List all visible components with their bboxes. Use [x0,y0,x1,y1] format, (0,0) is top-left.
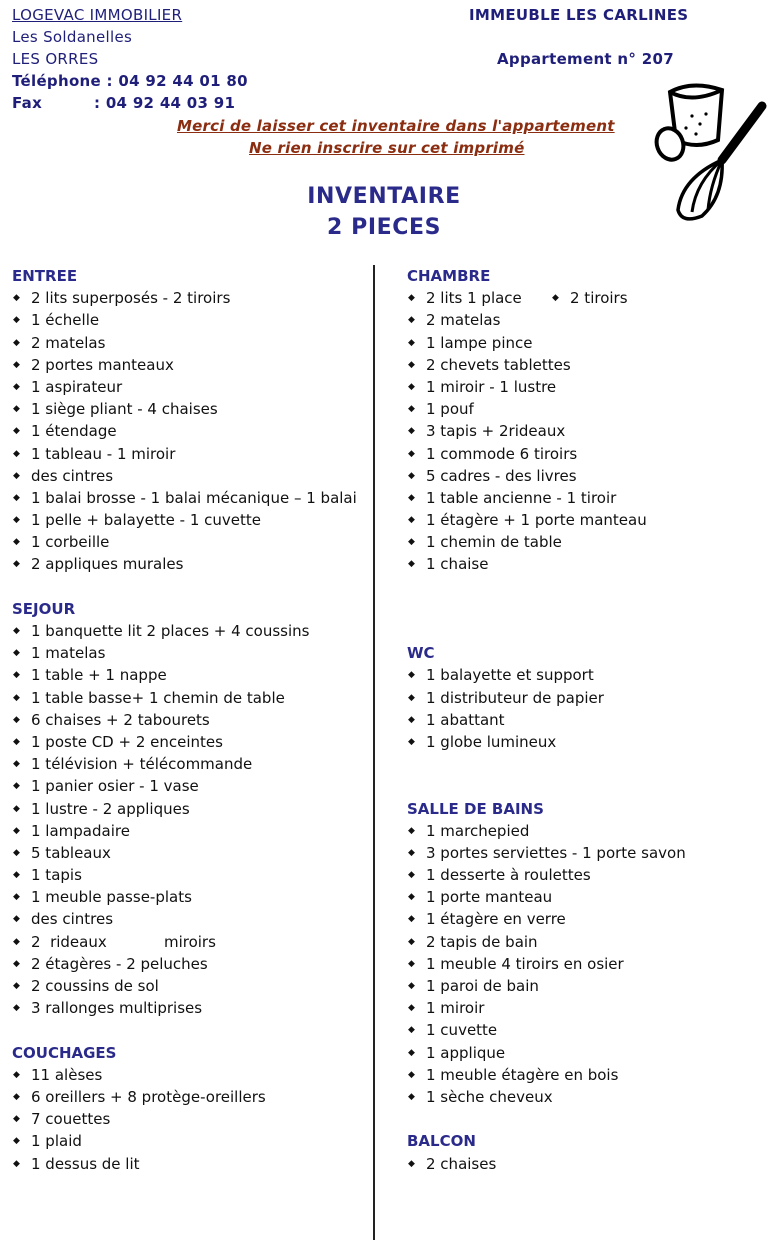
section-title-entree: ENTREE [12,267,78,285]
list-item: ◆ 6 chaises + 2 tabourets [12,709,367,731]
list-item: ◆ 2 matelas [407,309,762,331]
list-item: ◆ des cintres [12,908,367,930]
list-item: ◆ 2 portes manteaux [12,354,367,376]
list-item: ◆ des cintres [12,465,367,487]
entree-list [12,287,367,575]
list-item: ◆ 1 chemin de table [407,531,762,553]
list-item: ◆ 1 télévision + télécommande [12,753,367,775]
section-title-salle-de-bains: SALLE DE BAINS [407,799,544,818]
list-item: ◆ 1 dessus de lit [12,1153,367,1175]
list-item: ◆ 1 miroir [407,997,762,1019]
list-item: ◆ 1 table ancienne - 1 tiroir [407,487,762,509]
list-item: ◆ 1 siège pliant - 4 chaises [12,398,367,420]
list-item: ◆ 1 meuble étagère en bois [407,1064,762,1086]
list-item: ◆ 3 rallonges multiprises [12,997,367,1019]
list-item: ◆ 2 tapis de bain [407,931,762,953]
couchages-list [12,1064,367,1175]
whisk-and-bowl-icon [652,78,768,226]
list-item: ◆ 1 applique [407,1042,762,1064]
phone-number: Téléphone : 04 92 44 01 80 [12,72,248,90]
salle-de-bains-list [407,820,762,1108]
list-item: ◆ 1 marchepied [407,820,762,842]
section-title-chambre: CHAMBRE [407,267,491,285]
balcon-list [407,1153,762,1175]
notice-do-not-write: Ne rien inscrire sur cet imprimé [249,139,525,157]
list-item: ◆ 1 panier osier - 1 vase [12,775,367,797]
list-item: ◆ 1 balayette et support [407,664,762,686]
list-item [407,287,762,309]
sejour-list [12,620,367,1019]
fax-number: : 04 92 44 03 91 [94,94,236,112]
section-title-wc: WC [407,644,435,663]
residence-name: Les Soldanelles [12,28,133,46]
list-item: ◆ 1 matelas [12,642,367,664]
list-item: ◆ 1 étagère en verre [407,908,762,930]
list-item: ◆ 2 lits superposés - 2 tiroirs [12,287,367,309]
list-item: ◆ 1 balai brosse - 1 balai mécanique – 1 balai [12,487,367,509]
list-item: ◆ 1 cuvette [407,1019,762,1041]
fax-line [12,94,235,112]
list-item: ◆ 3 portes serviettes - 1 porte savon [407,842,762,864]
list-item-part: ◆ 2 tiroirs [551,287,628,309]
right-column [407,265,762,1175]
list-item: ◆ 1 banquette lit 2 places + 4 coussins [12,620,367,642]
list-item-part: 2 lits 1 place [426,289,522,308]
list-item: ◆ 2 appliques murales [12,553,367,575]
list-item: ◆ 1 commode 6 tiroirs [407,443,762,465]
notice-leave-inventory: Merci de laisser cet inventaire dans l'appartement [177,117,615,135]
list-item: ◆ 1 corbeille [12,531,367,553]
list-item: ◆ 6 oreillers + 8 protège-oreillers [12,1086,367,1108]
list-item: ◆ 1 table basse+ 1 chemin de table [12,687,367,709]
list-item: ◆ 1 abattant [407,709,762,731]
list-item: ◆ 1 lampadaire [12,820,367,842]
list-item: ◆ 2 chaises [407,1153,762,1175]
list-item: ◆ 1 poste CD + 2 enceintes [12,731,367,753]
wc-list [407,664,762,753]
section-title-sejour: SEJOUR [12,599,76,618]
section-title-couchages: COUCHAGES [12,1043,117,1062]
list-item: ◆ 1 lustre - 2 appliques [12,798,367,820]
list-item: ◆ 1 chaise [407,553,762,575]
list-item: ◆ 1 pelle + balayette - 1 cuvette [12,509,367,531]
building-name: IMMEUBLE LES CARLINES [469,6,689,24]
column-divider [373,265,375,1240]
list-item: ◆ 7 couettes [12,1108,367,1130]
list-item: ◆ 1 plaid [12,1130,367,1152]
list-item: ◆ 2 chevets tablettes [407,354,762,376]
list-item: ◆ 5 tableaux [12,842,367,864]
chambre-list [407,287,762,575]
list-item: ◆ 11 alèses [12,1064,367,1086]
list-item: ◆ 1 tableau - 1 miroir [12,443,367,465]
list-item: ◆ 1 étendage [12,420,367,442]
list-item: ◆ 1 meuble 4 tiroirs en osier [407,953,762,975]
list-item: ◆ 1 pouf [407,398,762,420]
fax-label: Fax [12,94,43,112]
list-item: ◆ 1 lampe pince [407,332,762,354]
list-item: ◆ 1 miroir - 1 lustre [407,376,762,398]
list-item: ◆ 5 cadres - des livres [407,465,762,487]
list-item: ◆ 1 distributeur de papier [407,687,762,709]
list-item: ◆ 1 aspirateur [12,376,367,398]
list-item: ◆ 1 porte manteau [407,886,762,908]
list-item: ◆ 1 table + 1 nappe [12,664,367,686]
list-item: ◆ 1 échelle [12,309,367,331]
list-item: ◆ 1 meuble passe-plats [12,886,367,908]
company-name: LOGEVAC IMMOBILIER [12,6,183,24]
list-item: ◆ 2 matelas [12,332,367,354]
town-name: LES ORRES [12,50,99,68]
list-item: ◆ 1 desserte à roulettes [407,864,762,886]
page-title: INVENTAIRE [307,184,461,209]
list-item: ◆ 1 globe lumineux [407,731,762,753]
list-item: ◆ 1 tapis [12,864,367,886]
section-title-balcon: BALCON [407,1132,476,1151]
page-subtitle: 2 PIECES [326,215,442,240]
apartment-number: Appartement n° 207 [497,50,674,68]
list-item: ◆ 2 rideaux miroirs [12,931,367,953]
list-item: ◆ 1 sèche cheveux [407,1086,762,1108]
left-column [12,265,367,1175]
list-item: ◆ 2 étagères - 2 peluches [12,953,367,975]
list-item: ◆ 1 paroi de bain [407,975,762,997]
list-item: ◆ 3 tapis + 2rideaux [407,420,762,442]
list-item: ◆ 1 étagère + 1 porte manteau [407,509,762,531]
list-item: ◆ 2 coussins de sol [12,975,367,997]
